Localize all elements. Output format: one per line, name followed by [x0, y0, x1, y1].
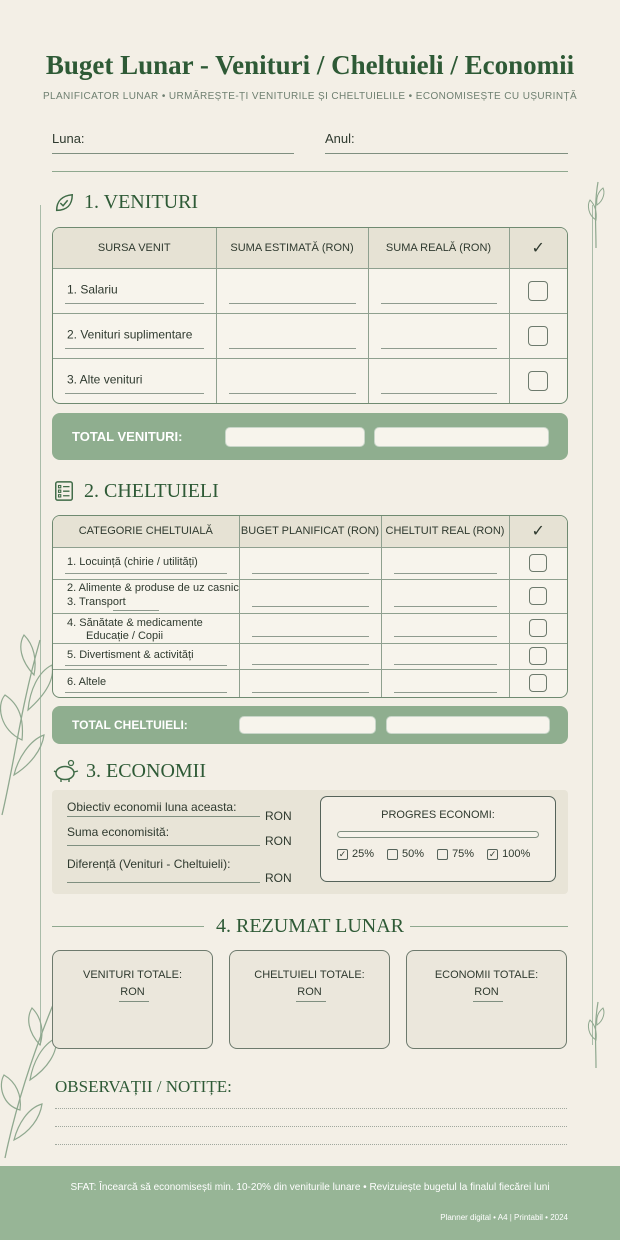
- table-row: [53, 579, 567, 613]
- savings-progress-card: [320, 796, 556, 882]
- expense-real-cell[interactable]: [381, 669, 509, 697]
- savings-goal-field[interactable]: [67, 816, 260, 817]
- savings-panel: [52, 790, 568, 894]
- checkbox[interactable]: [528, 281, 548, 301]
- savings-progress-title: PROGRES ECONOMI:: [381, 809, 495, 821]
- income-col-source: SURSA VENIT: [53, 228, 216, 268]
- summary-income-label: VENITURI TOTALE:: [82, 969, 183, 981]
- summary-savings-unit: RON: [474, 986, 499, 998]
- table-row: [53, 359, 567, 403]
- expenses-total-label: TOTAL CHELTUIELI:: [72, 718, 188, 732]
- notes-line[interactable]: [55, 1108, 567, 1109]
- option-75-checkbox[interactable]: [437, 849, 448, 860]
- table-row: [53, 313, 567, 358]
- notes-title: OBSERVAȚII / NOTIȚE:: [55, 1077, 232, 1096]
- income-total-real-field[interactable]: [374, 427, 549, 447]
- savings-saved-field[interactable]: [67, 845, 260, 846]
- expenses-col-category: CATEGORIE CHELTUIALĂ: [53, 516, 239, 547]
- savings-diff-currency: RON: [265, 871, 292, 885]
- option-100-label: 100%: [502, 848, 531, 860]
- savings-progress-bar: [337, 831, 539, 838]
- summary-card-income: [52, 950, 213, 1049]
- summary-section-title: 4. REZUMAT LUNAR: [216, 915, 404, 937]
- table-row: [53, 268, 567, 313]
- expense-planned-cell[interactable]: [239, 643, 381, 669]
- savings-goal-currency: RON: [265, 809, 292, 823]
- footer-meta: Planner digital • A4 | Printabil • 2024: [440, 1213, 568, 1222]
- leaf-sprig-right-bottom-icon: [586, 1000, 606, 1070]
- checkbox[interactable]: [529, 619, 547, 637]
- leaf-branch-left-icon: [0, 600, 60, 820]
- expense-real-cell[interactable]: [381, 547, 509, 579]
- page-title: Buget Lunar - Venituri / Cheltuieli / Economii: [45, 50, 575, 80]
- summary-card-expenses: [229, 950, 390, 1049]
- notes-line[interactable]: [55, 1126, 567, 1127]
- footer-tip: SFAT: Încearcă să economisești min. 10-20% din veniturile lunare • Revizuiește bugetul la finalul fiecărei luni: [70, 1182, 550, 1193]
- expenses-section-title: 2. CHELTUIELI: [84, 480, 219, 502]
- checkbox[interactable]: [529, 587, 547, 605]
- piggy-bank-icon: [52, 759, 80, 783]
- expenses-col-check: ✓: [509, 516, 567, 547]
- summary-savings-label: ECONOMII TOTALE:: [434, 969, 539, 981]
- expense-row-label: 6. Altele: [67, 676, 107, 689]
- summary-expenses-label: CHELTUIELI TOTALE:: [254, 969, 365, 981]
- summary-income-field[interactable]: [119, 1001, 149, 1002]
- income-row-label: 2. Venituri suplimentare: [67, 327, 193, 342]
- table-row: [53, 669, 567, 697]
- option-25-checkbox[interactable]: ✓: [338, 848, 347, 859]
- checkbox[interactable]: [528, 326, 548, 346]
- expenses-table: [52, 515, 568, 698]
- page-subtitle: PLANIFICATOR LUNAR • URMĂREȘTE-ȚI VENITURILE ȘI CHELTUIELILE • ECONOMISEȘTE CU UȘURINȚĂ: [42, 91, 578, 102]
- savings-saved-label: Suma economisită:: [67, 825, 170, 839]
- income-col-check: ✓: [509, 228, 567, 268]
- expenses-total-planned-field[interactable]: [239, 716, 376, 734]
- income-total-label: TOTAL VENITURI:: [72, 429, 183, 444]
- footer-bar: [0, 1166, 620, 1240]
- expense-planned-cell[interactable]: [239, 579, 381, 613]
- income-total-estimated-field[interactable]: [225, 427, 365, 447]
- list-icon: [53, 480, 75, 502]
- savings-progress-options: [337, 848, 547, 860]
- expense-real-cell[interactable]: [381, 643, 509, 669]
- summary-expenses-field[interactable]: [296, 1001, 326, 1002]
- savings-diff-field[interactable]: [67, 882, 260, 883]
- summary-savings-field[interactable]: [473, 1001, 503, 1002]
- checkbox[interactable]: [529, 647, 547, 665]
- expense-row-label: 2. Alimente & produse de uz casnic: [67, 581, 239, 594]
- income-source-line: [65, 348, 204, 349]
- income-total-bar: [52, 413, 568, 460]
- notes-line[interactable]: [55, 1144, 567, 1145]
- income-estimated-cell[interactable]: [216, 268, 368, 313]
- summary-divider-right: [410, 926, 568, 927]
- income-table: [52, 227, 568, 404]
- option-100-checkbox[interactable]: ✓: [488, 848, 497, 859]
- month-label: Luna:: [52, 131, 85, 146]
- expense-real-cell[interactable]: [381, 579, 509, 613]
- savings-saved-currency: RON: [265, 834, 292, 848]
- summary-income-unit: RON: [120, 986, 145, 998]
- year-label: Anul:: [325, 131, 355, 146]
- checkbox[interactable]: [529, 554, 547, 572]
- expense-row-label: 5. Divertisment & activități: [67, 648, 194, 661]
- expense-row-label: 4. Sănătate & medicamente: [67, 616, 203, 629]
- expense-row-label-secondary: Educație / Copii: [86, 629, 164, 642]
- income-row-label: 1. Salariu: [67, 282, 118, 297]
- income-estimated-cell[interactable]: [216, 359, 368, 403]
- month-field[interactable]: [52, 153, 294, 154]
- expenses-col-planned: BUGET PLANIFICAT (RON): [239, 516, 381, 547]
- option-50-label: 50%: [402, 848, 425, 860]
- expense-planned-cell[interactable]: [239, 613, 381, 643]
- summary-card-savings: [406, 950, 567, 1049]
- expense-row-label-secondary: 3. Transport: [67, 595, 126, 608]
- income-section-title: 1. VENITURI: [84, 191, 199, 213]
- expenses-total-real-field[interactable]: [386, 716, 550, 734]
- income-real-cell[interactable]: [368, 359, 509, 403]
- savings-section-title: 3. ECONOMII: [86, 760, 206, 782]
- checkbox[interactable]: [528, 371, 548, 391]
- option-25-label: 25%: [352, 848, 375, 860]
- expense-row-label: 1. Locuință (chirie / utilități): [67, 555, 198, 568]
- expenses-col-real: CHELTUIT REAL (RON): [381, 516, 509, 547]
- expense-real-cell[interactable]: [381, 613, 509, 643]
- savings-goal-label: Obiectiv economii luna aceasta:: [67, 800, 237, 814]
- summary-expenses-unit: RON: [297, 986, 322, 998]
- income-col-real: SUMA REALĂ (RON): [368, 228, 509, 268]
- table-row: [53, 547, 567, 579]
- option-50-checkbox[interactable]: [387, 849, 398, 860]
- year-field[interactable]: [325, 153, 568, 154]
- expense-planned-cell[interactable]: [239, 547, 381, 579]
- option-75-label: 75%: [452, 848, 475, 860]
- leaf-sprig-right-top-icon: [586, 180, 606, 250]
- savings-diff-label: Diferență (Venituri - Cheltuieli):: [67, 857, 231, 871]
- leaf-check-icon: [53, 192, 75, 214]
- income-source-line: [65, 393, 204, 394]
- income-estimated-cell[interactable]: [216, 313, 368, 358]
- income-row-label: 3. Alte venituri: [67, 372, 143, 387]
- checkbox[interactable]: [529, 674, 547, 692]
- income-source-line: [65, 303, 204, 304]
- income-real-cell[interactable]: [368, 268, 509, 313]
- table-row: [53, 643, 567, 669]
- expense-planned-cell[interactable]: [239, 669, 381, 697]
- income-col-estimated: SUMA ESTIMATĂ (RON): [216, 228, 368, 268]
- table-row: [53, 613, 567, 643]
- income-real-cell[interactable]: [368, 313, 509, 358]
- header-divider: [52, 171, 568, 172]
- expenses-total-bar: [52, 706, 568, 744]
